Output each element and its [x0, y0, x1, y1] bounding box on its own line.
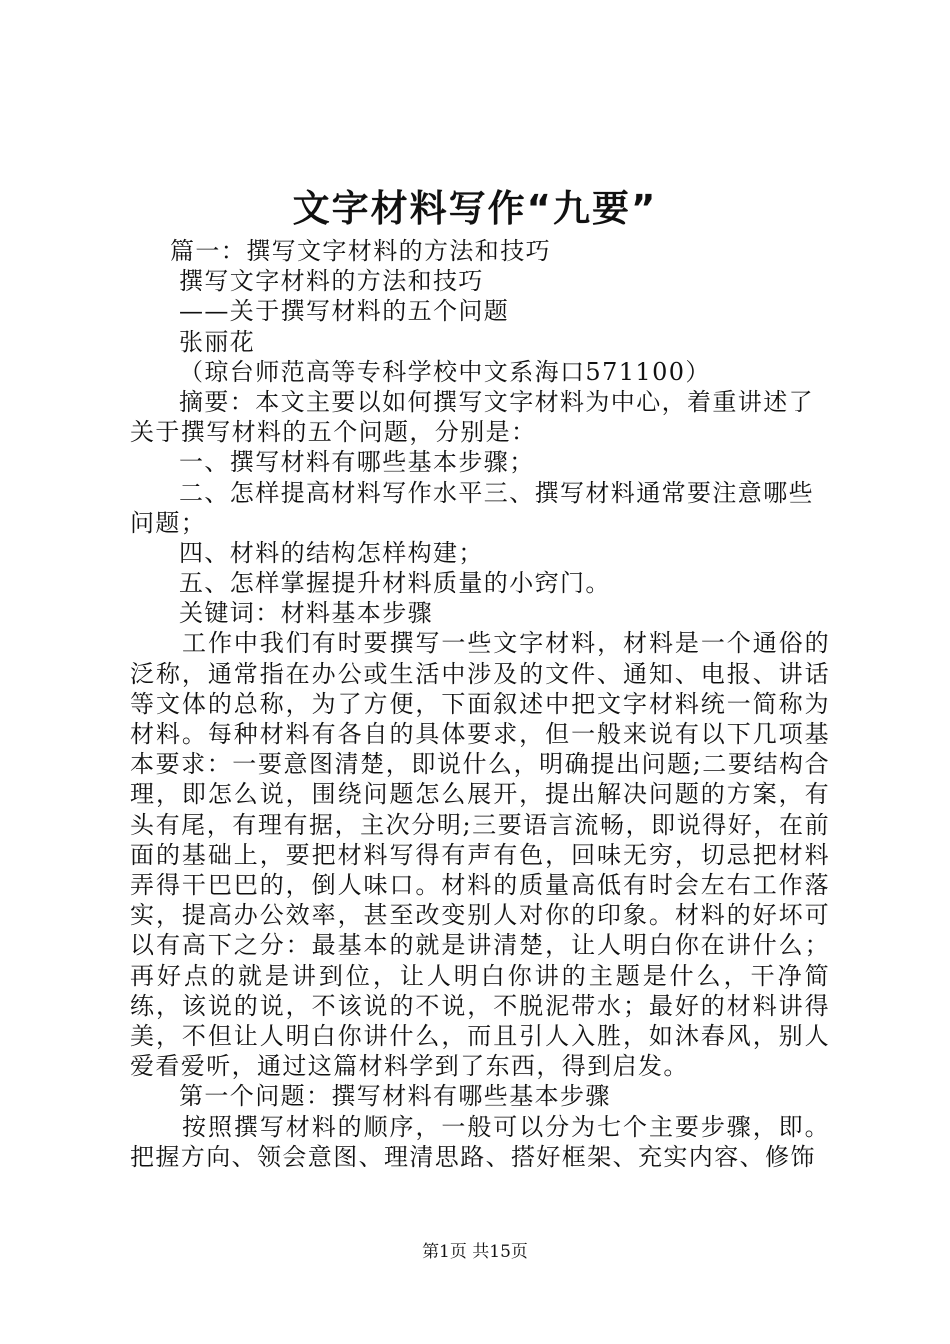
article-subtitle: ——关于撰写材料的五个问题 [179, 297, 510, 326]
abstract-item-1: 一、撰写材料有哪些基本步骤； [179, 448, 535, 477]
chapter-heading: 篇一：撰写文字材料的方法和技巧 [170, 237, 551, 265]
author-affiliation: （琼台师范高等专科学校中文系海口571100） [179, 357, 711, 386]
abstract-item-5: 五、怎样掌握提升材料质量的小窍门。 [179, 569, 611, 598]
keywords: 关键词：材料基本步骤 [179, 599, 433, 628]
page-footer: 第1页 共15页 [422, 1242, 528, 1262]
abstract-item-2-line-2: 问题； [130, 508, 207, 537]
body-paragraph: 按照撰写材料的顺序，一般可以分为七个主要步骤，即。把握方向、领会意图、理清思路、搭好框架、充实内容、修饰 [130, 1112, 830, 1171]
abstract-line-2: 关于撰写材料的五个问题，分别是： [130, 418, 537, 447]
section-heading: 第一个问题：撰写材料有哪些基本步骤 [179, 1082, 611, 1111]
author-name: 张丽花 [179, 327, 256, 356]
abstract-item-4: 四、材料的结构怎样构建； [179, 538, 484, 567]
abstract-line-1: 摘要：本文主要以如何撰写文字材料为中心，着重讲述了 [179, 387, 814, 416]
body-paragraph: 工作中我们有时要撰写一些文字材料，材料是一个通俗的泛称，通常指在办公或生活中涉及的文件、通知、电报、讲话等文体的总称，为了方便，下面叙述中把文字材料统一简称为材料。每种材料有各自的具体要求，但一般来说有以下几项基本要求：一要意图清楚，即说什么，明确提出问题;二要结构合理，即怎么说，围绕问题怎么展开，提出解决问题的方案，有头有尾，有理有据，主次分明;三要语言流畅，即说得好，在前面的基础上，要把材料写得有声有色，回味无穷，切忌把材料弄得干巴巴的，倒人味口。材料的质量高低有时会左右工作落实，提高办公效率，甚至改变别人对你的印象。材料的好坏可以有高下之分：最基本的就是讲清楚，让人明白你在讲什么；再好点的就是讲到位，让人明白你讲的主题是什么，干净简练，该说的说，不该说的不说，不脱泥带水；最好的材料讲得美，不但让人明白你讲什么，而且引人入胜，如沐春风，别人爱看爱听，通过这篇材料学到了东西，得到启发。 [130, 629, 830, 1081]
document-title: 文字材料写作“九要” [292, 187, 658, 230]
abstract-item-2-line-1: 二、怎样提高材料写作水平三、撰写材料通常要注意哪些 [179, 478, 814, 507]
article-title: 撰写文字材料的方法和技巧 [179, 267, 484, 296]
document-body [130, 236, 830, 1172]
